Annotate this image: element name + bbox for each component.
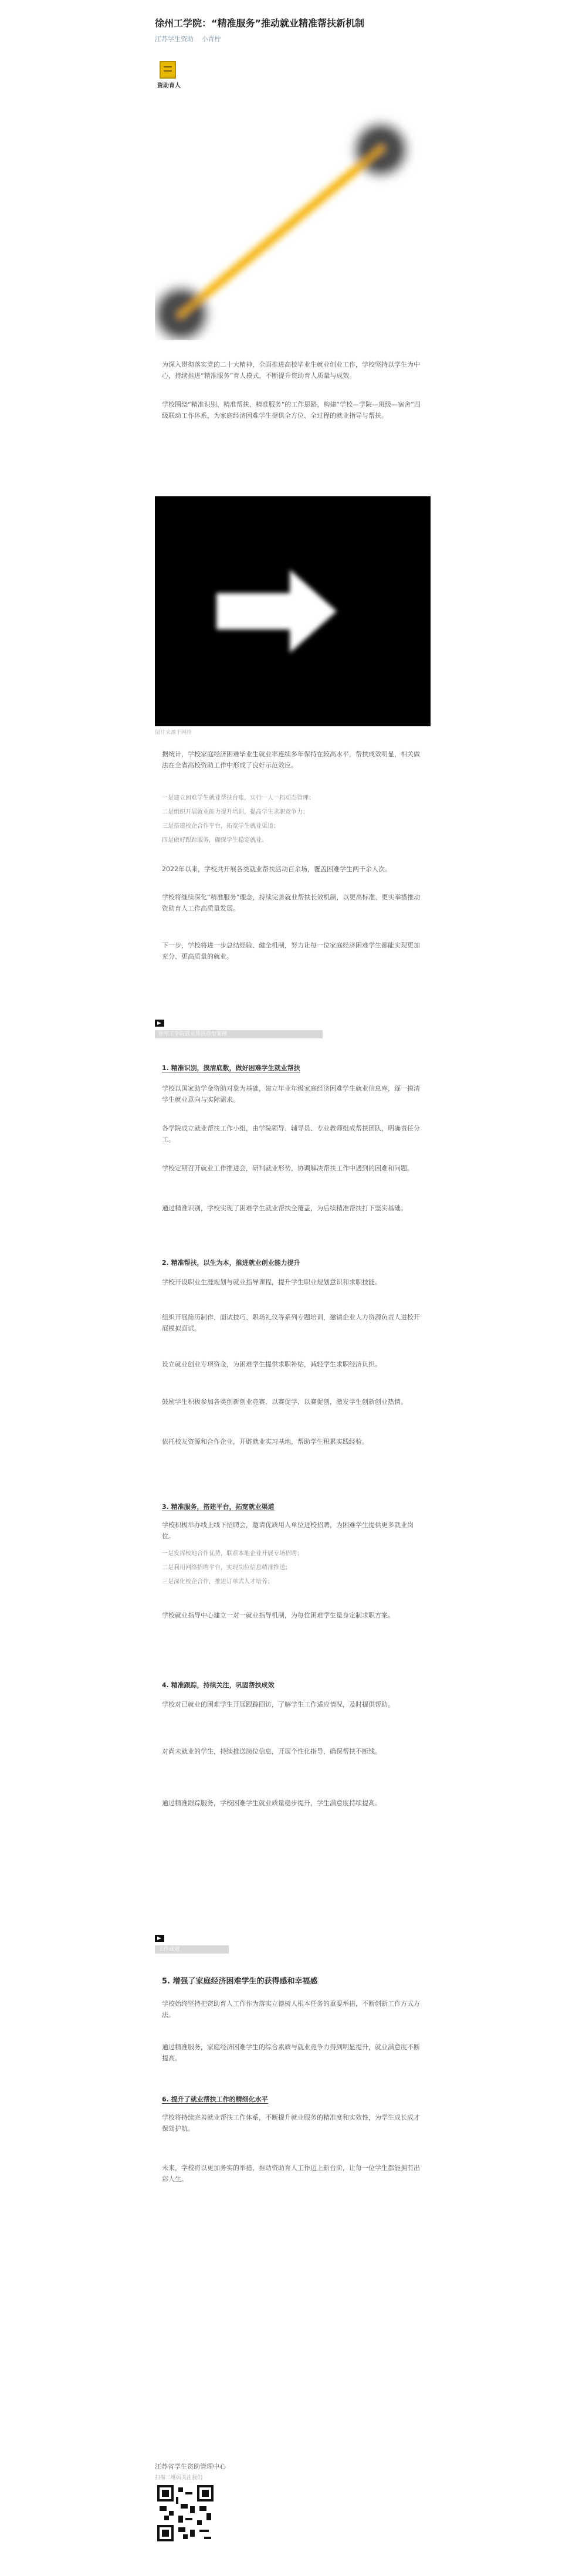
section-2-paragraph: 组织开展简历制作、面试技巧、职场礼仪等系列专题培训，邀请企业人力资源负责人进校开展模拟面试。 bbox=[162, 1314, 420, 1332]
section-heading-2: 2. 精准帮扶，以生为本，推进就业创业能力提升 bbox=[162, 1259, 300, 1267]
brand-logo-text: 资助育人 bbox=[157, 83, 181, 89]
list-item: 一是发挥校地合作优势，联系本地企业开展专场招聘； bbox=[162, 1551, 303, 1557]
section-1-paragraph: 学校定期召开就业工作推进会，研判就业形势，协调解决帮扶工作中遇到的困难和问题。 bbox=[162, 1165, 414, 1172]
section-marker-icon bbox=[155, 1020, 164, 1027]
footer-org: 江苏省学生资助管理中心 bbox=[155, 2463, 226, 2470]
list-item: 一是建立困难学生就业帮扶台账，实行一人一档动态管理； bbox=[162, 795, 314, 801]
part-2-paragraph: 通过精准服务，家庭经济困难学生的综合素质与就业竞争力得到明显提升，就业满意度不断提高。 bbox=[162, 2043, 420, 2062]
list-item: 二是利用网络招聘平台，实现岗位信息精准推送； bbox=[162, 1565, 291, 1571]
section-3-paragraph: 学校积极举办线上线下招聘会，邀请优质用人单位进校招聘，为困难学生提供更多就业岗位。 bbox=[162, 1521, 414, 1540]
article-title: 徐州工学院：“精准服务”推动就业精准帮扶新机制 bbox=[155, 18, 365, 29]
paragraph-after-list-2: 学校将继续深化“精准服务”理念，持续完善就业帮扶长效机制，以更高标准、更实举措推动资助育人工作高质量发展。 bbox=[162, 893, 421, 912]
section-heading-3: 3. 精准服务，搭建平台，拓宽就业渠道 bbox=[162, 1503, 275, 1511]
part-2-paragraph: 学校将持续完善就业帮扶工作体系，不断提升就业服务的精准度和实效性，为学生成长成才保驾护航。 bbox=[162, 2114, 420, 2132]
section-2-paragraph: 鼓励学生积极参加各类创新创业竞赛，以赛促学、以赛促创，激发学生创新创业热情。 bbox=[162, 1398, 407, 1406]
section-heading-1: 1. 精准识别，摸清底数，做好困难学生就业帮扶 bbox=[162, 1064, 300, 1072]
qr-code-icon[interactable] bbox=[157, 2485, 214, 2541]
section-band: 徐州工学院就业帮扶典型案例 bbox=[155, 1030, 323, 1038]
list-item: 三是搭建校企合作平台，拓宽学生就业渠道； bbox=[162, 823, 279, 830]
section-4-paragraph: 通过精准跟踪服务，学校困难学生就业质量稳步提升，学生满意度持续提高。 bbox=[162, 1799, 381, 1807]
section-2-paragraph: 设立就业创业专项资金，为困难学生提供求职补贴，减轻学生求职经济负担。 bbox=[162, 1360, 381, 1368]
section-band: 工作成效 bbox=[155, 1945, 229, 1954]
newspaper-icon bbox=[160, 61, 176, 79]
section-1-paragraph: 各学院成立就业帮扶工作小组，由学院领导、辅导员、专业教师组成帮扶团队，明确责任分工。 bbox=[162, 1125, 420, 1143]
part-2-heading: 5. 增强了家庭经济困难学生的获得感和幸福感 bbox=[162, 1977, 318, 1986]
brand-logo bbox=[157, 61, 184, 89]
list-item: 四是做好跟踪服务，确保学生稳定就业。 bbox=[162, 837, 267, 844]
section-1-paragraph: 通过精准识别，学校实现了困难学生就业帮扶全覆盖，为后续精准帮扶打下坚实基础。 bbox=[162, 1204, 407, 1212]
article-meta bbox=[155, 34, 431, 43]
section-2-paragraph: 依托校友资源和合作企业，开辟就业实习基地，帮助学生积累实践经验。 bbox=[162, 1438, 368, 1446]
hero-image bbox=[155, 111, 431, 340]
section-1-paragraph: 学校以国家助学金资助对象为基础，建立毕业年级家庭经济困难学生就业信息库，逐一摸清学生就业意向与实际需求。 bbox=[162, 1085, 420, 1103]
section-4-paragraph: 学校对已就业的困难学生开展跟踪回访，了解学生工作适应情况，及时提供帮助。 bbox=[162, 1701, 394, 1708]
section-2-paragraph: 学校开设职业生涯规划与就业指导课程，提升学生职业规划意识和求职技能。 bbox=[162, 1278, 381, 1286]
part-2-subheading: 6. 提升了就业帮扶工作的精细化水平 bbox=[162, 2096, 268, 2103]
arrow-image bbox=[155, 496, 431, 726]
article-author: 小青柠 bbox=[201, 35, 221, 43]
image-caption: 图片来源于网络 bbox=[155, 730, 192, 736]
part-2-paragraph: 学校始终坚持把资助育人工作作为落实立德树人根本任务的重要举措，不断创新工作方式方法。 bbox=[162, 2000, 420, 2019]
section-4-paragraph: 对尚未就业的学生，持续推送岗位信息，开展个性化指导，确保帮扶不断线。 bbox=[162, 1748, 381, 1755]
footer-note: 扫描二维码关注我们 bbox=[155, 2475, 203, 2481]
article-source-link[interactable]: 江苏学生资助 bbox=[155, 35, 194, 43]
paragraph-intro-1: 为深入贯彻落实党的二十大精神，全面推进高校毕业生就业创业工作，学校坚持以学生为中心，持续推进“精准服务”育人模式，不断提升资助育人质量与成效。 bbox=[162, 361, 420, 380]
list-item: 二是组织开展就业能力提升培训，提高学生求职竞争力； bbox=[162, 809, 309, 815]
section-marker-icon bbox=[155, 1935, 164, 1942]
section-3-paragraph: 学校就业指导中心建立一对一就业指导机制，为每位困难学生量身定制求职方案。 bbox=[162, 1612, 394, 1619]
paragraph-intro-2: 学校围绕“精准识别、精准帮扶、精准服务”的工作思路，构建“学校—学院—班级—宿舍”四级联动工作体系，为家庭经济困难学生提供全方位、全过程的就业指导与帮扶。 bbox=[162, 401, 421, 419]
paragraph-closing-1: 下一步，学校将进一步总结经验、健全机制，努力让每一位家庭经济困难学生都能实现更加充分、更高质量的就业。 bbox=[162, 942, 420, 960]
part-2-paragraph: 未来，学校将以更加务实的举措，推动资助育人工作迈上新台阶，让每一位学生都能拥有出彩人生。 bbox=[162, 2164, 420, 2183]
list-item: 三是深化校企合作，推进订单式人才培养； bbox=[162, 1579, 273, 1585]
paragraph-lead: 据统计，学校家庭经济困难毕业生就业率连续多年保持在较高水平，帮扶成效明显，相关做法在全省高校资助工作中形成了良好示范效应。 bbox=[162, 750, 420, 769]
section-heading-4: 4. 精准跟踪，持续关注，巩固帮扶成效 bbox=[162, 1681, 275, 1689]
paragraph-after-list-1: 2022年以来，学校共开展各类就业帮扶活动百余场，覆盖困难学生两千余人次。 bbox=[162, 865, 391, 873]
